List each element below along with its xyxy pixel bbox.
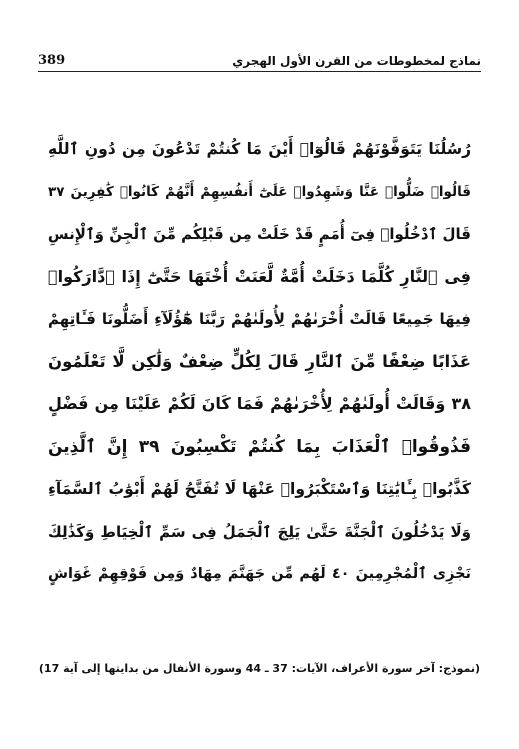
verse-line-5: فِيهَا جَمِيعًا قَالَتْ أُخْرَىٰهُمْ لِأُولَىٰهُمْ رَبَّنَا هَٰٓؤُلَآءِ أَضَلُّونَا فَـَٔاتِهِمْ [48,310,471,328]
verse-line-7: ٣٨ وَقَالَتْ أُولَىٰهُمْ لِأُخْرَىٰهُمْ فَمَا كَانَ لَكُمْ عَلَيْنَا مِن فَضْلٍ [48,394,471,413]
verse-line-9: كَذَّبُوا۟ بِـَٔايَٰتِنَا وَٱسْتَكْبَرُوا۟ عَنْهَا لَا تُفَتَّحُ لَهُمْ أَبْوَٰبُ ٱلسَّمَآءِ [48,480,471,498]
verse-line-2: قَالُوا۟ ضَلُّوا۟ عَنَّا وَشَهِدُوا۟ عَلَىٰٓ أَنفُسِهِمْ أَنَّهُمْ كَانُوا۟ كَٰفِرِينَ ٣٧ [48,183,471,200]
verse-line-6: عَذَابًا ضِعْفًا مِّنَ ٱلنَّارِ قَالَ لِكُلٍّ ضِعْفٌ وَلَٰكِن لَّا تَعْلَمُونَ [48,351,471,371]
verse-line-10: وَلَا يَدْخُلُونَ ٱلْجَنَّةَ حَتَّىٰ يَلِجَ ٱلْجَمَلُ فِى سَمِّ ٱلْخِيَاطِ وَكَذَٰلِكَ [48,522,471,541]
manuscript-text [48,128,471,596]
verse-line-8: فَذُوقُوا۟ ٱلْعَذَابَ بِمَا كُنتُمْ تَكْسِبُونَ ٣٩ إِنَّ ٱلَّذِينَ [48,436,471,457]
page-number: 389 [38,53,66,68]
verse-line-1: رُسُلُنَا يَتَوَفَّوْنَهُمْ قَالُوٓا۟ أَيْنَ مَا كُنتُمْ تَدْعُونَ مِن دُونِ ٱللَّهِ [48,140,471,158]
page-header [38,44,481,72]
verse-line-11: نَجْزِى ٱلْمُجْرِمِينَ ٤٠ لَهُم مِّن جَهَنَّمَ مِهَادٌ وَمِن فَوْقِهِمْ غَوَاشٍ [48,566,471,582]
figure-caption: (نموذج: آخر سورة الأعراف، الآيات: 37 ـ 44 وسورة الأنفال من بدايتها إلى آية 17) [38,662,481,675]
running-title: نماذج لمخطوطات من القرن الأول الهجري [232,54,481,68]
verse-line-3: قَالَ ٱدْخُلُوا۟ فِىٓ أُمَمٍ قَدْ خَلَتْ مِن قَبْلِكُم مِّنَ ٱلْجِنِّ وَٱلْإِنسِ [48,225,471,243]
verse-line-4: فِى ٱلنَّارِ كُلَّمَا دَخَلَتْ أُمَّةٌ لَّعَنَتْ أُخْتَهَا حَتَّىٰٓ إِذَا ٱدَّارَكُوا۟ [48,266,471,286]
